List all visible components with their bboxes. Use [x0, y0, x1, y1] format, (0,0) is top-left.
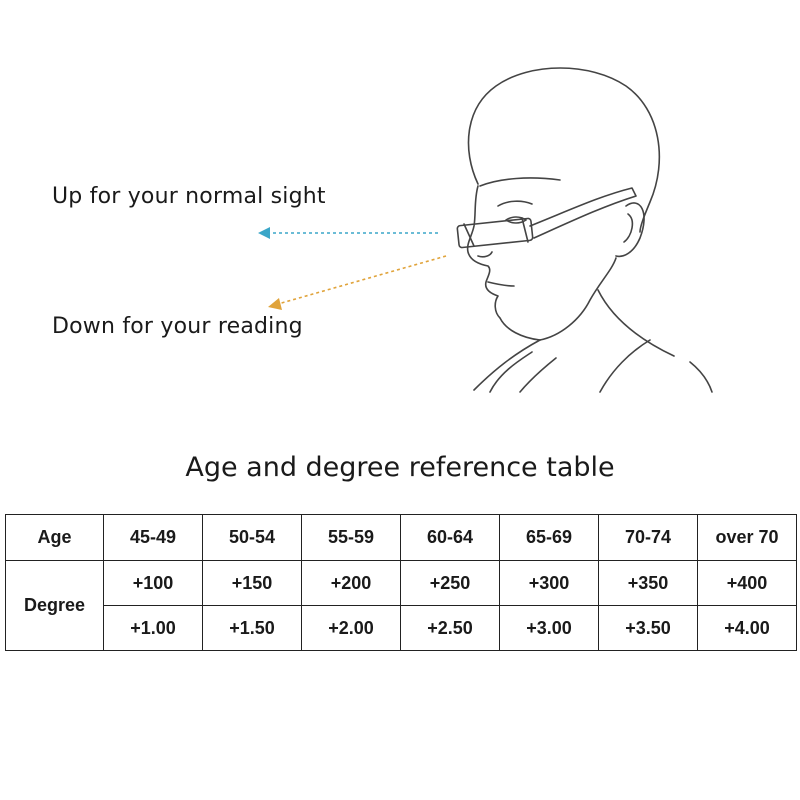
diopter-cell: +4.00	[698, 606, 797, 651]
diopter-cell: +2.50	[401, 606, 500, 651]
degree-cell: +350	[599, 561, 698, 606]
age-range-cell: 45-49	[104, 515, 203, 561]
diopter-cell: +1.50	[203, 606, 302, 651]
age-range-cell: 70-74	[599, 515, 698, 561]
face-profile	[468, 186, 540, 340]
degree-cell: +250	[401, 561, 500, 606]
table-row-age	[6, 515, 797, 561]
degree-label: Degree	[6, 561, 104, 651]
reading-caption: Down for your reading	[52, 314, 303, 339]
degree-cell: +300	[500, 561, 599, 606]
age-range-cell: 50-54	[203, 515, 302, 561]
degree-cell: +200	[302, 561, 401, 606]
diopter-cell: +2.00	[302, 606, 401, 651]
degree-cell: +100	[104, 561, 203, 606]
glasses-temple	[530, 188, 636, 238]
age-range-cell: 55-59	[302, 515, 401, 561]
down-reading-arrow	[268, 256, 446, 310]
age-range-cell: 65-69	[500, 515, 599, 561]
age-degree-reference-table	[5, 514, 797, 651]
diopter-cell: +3.50	[599, 606, 698, 651]
table-row-diopter	[6, 606, 797, 651]
diopter-cell: +3.00	[500, 606, 599, 651]
table-title: Age and degree reference table	[185, 452, 615, 483]
age-label: Age	[6, 515, 104, 561]
normal-sight-caption: Up for your normal sight	[52, 184, 326, 209]
degree-cell: +150	[203, 561, 302, 606]
up-sight-arrow	[258, 227, 438, 239]
age-range-cell: over 70	[698, 515, 797, 561]
head-outline	[468, 68, 659, 232]
diopter-cell: +1.00	[104, 606, 203, 651]
table-row-degree-plus	[6, 561, 797, 606]
age-range-cell: 60-64	[401, 515, 500, 561]
degree-cell: +400	[698, 561, 797, 606]
